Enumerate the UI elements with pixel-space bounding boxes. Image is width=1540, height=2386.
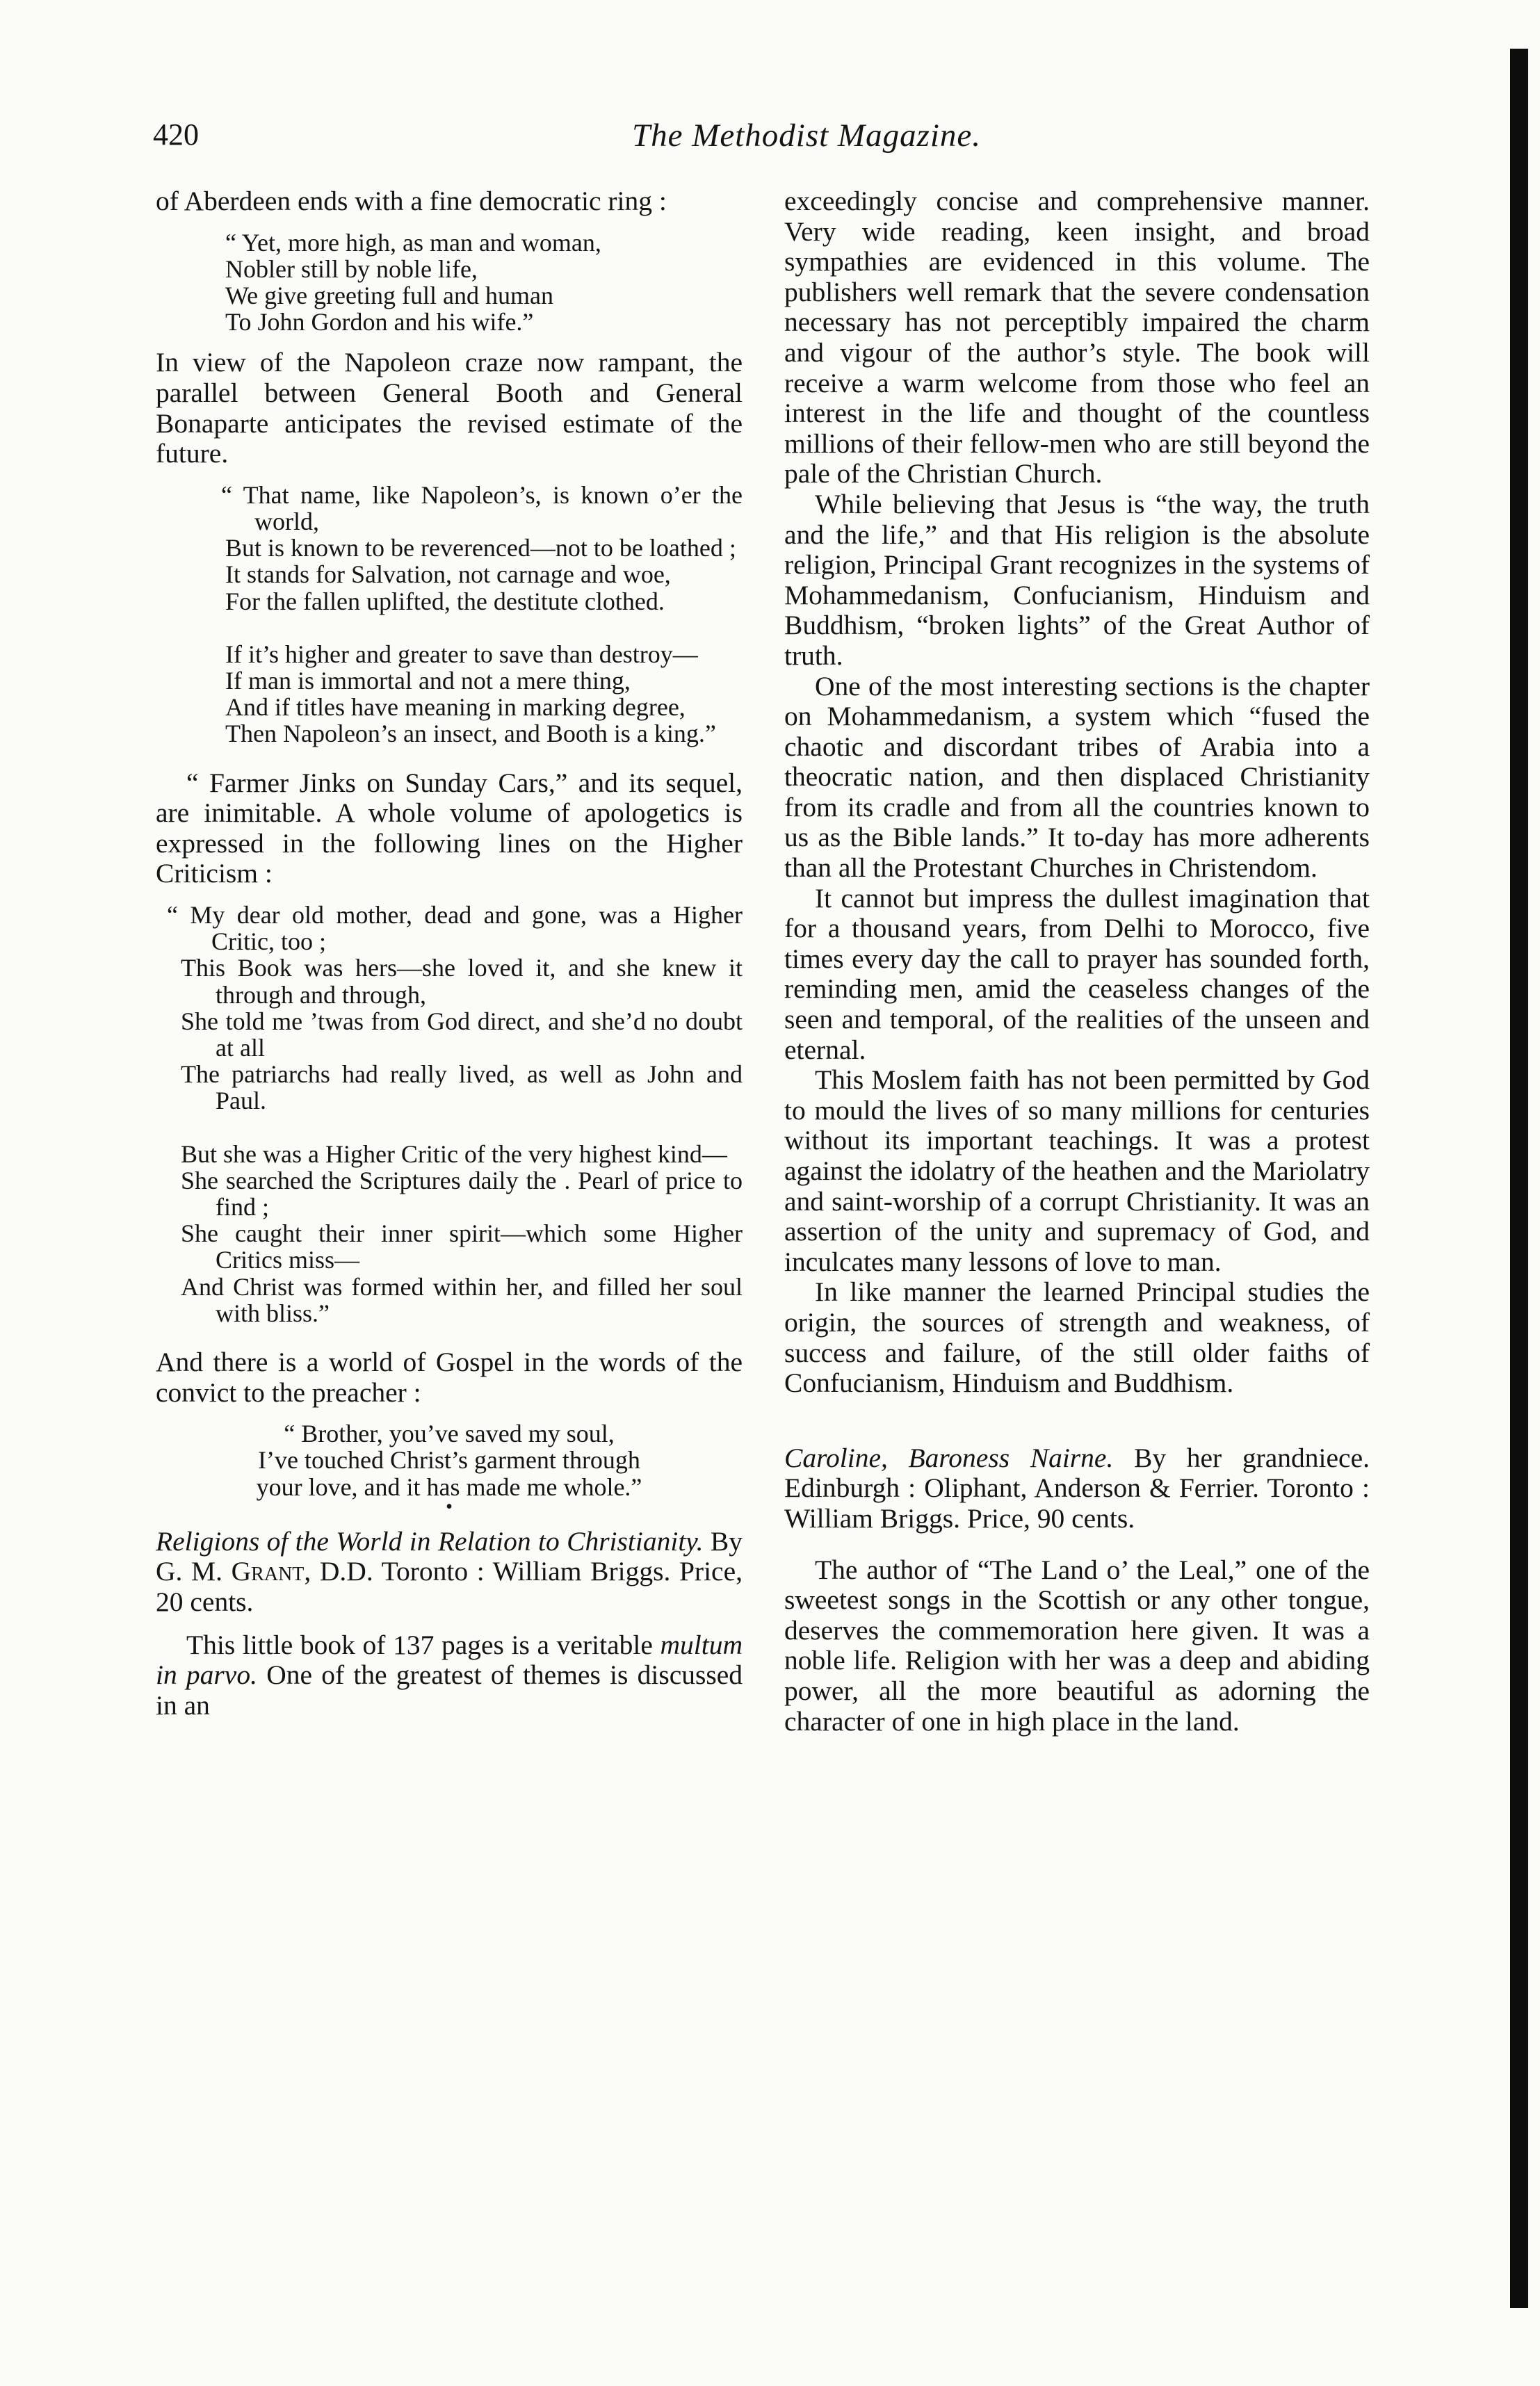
verse-higher-critic xyxy=(156,902,743,1326)
verse-line: If man is immortal and not a mere thing, xyxy=(225,667,631,695)
paragraph: In view of the Napoleon craze now rampant, the parallel between General Booth and General Bonaparte anticipates the revised estimate of the future. xyxy=(156,347,743,469)
section-divider: • xyxy=(446,1495,453,1518)
verse-line: Then Napoleon’s an insect, and Booth is a king.” xyxy=(225,720,716,748)
running-title: The Methodist Magazine. xyxy=(631,117,982,154)
verse-line: If it’s higher and greater to save than destroy— xyxy=(225,640,698,668)
page-edge-bar xyxy=(1510,49,1528,2308)
paragraph: of Aberdeen ends with a fine democratic ring : xyxy=(156,186,667,216)
book-author: G. M. Grant, D.D. xyxy=(156,1556,373,1587)
verse-line: She caught their inner spirit—which some Higher Critics miss— xyxy=(181,1219,743,1274)
paragraph: “ Farmer Jinks on Sunday Cars,” and its sequel, are inimitable. A whole volume of apologetics is expressed in the following lines on the Higher Criticism : xyxy=(156,767,743,889)
page-header xyxy=(153,117,1460,172)
verse-line: But she was a Higher Critic of the very highest kind— xyxy=(181,1139,727,1168)
verse-line: For the fallen uplifted, the destitute clothed. xyxy=(225,587,665,615)
paragraph: While believing that Jesus is “the way, the truth and the life,” and that His religion is the absolute religion, Principal Grant recognizes in the systems of Mohammedanism, Confucianism, Hinduism and Buddhism, “broken lights” of the Great Author of truth. xyxy=(784,488,1370,671)
verse-line: To John Gordon and his wife.” xyxy=(225,308,534,336)
book-notice-heading xyxy=(784,1443,1370,1534)
verse-line: Nobler still by noble life, xyxy=(225,254,478,283)
paragraph: exceedingly concise and comprehensive manner. Very wide reading, keen insight, and broad sympathies are evidenced in this volume. The publishers well remark that the severe condensation necessary has not perceptibly impaired the charm and vigour of the author’s style. The book will receive a warm welcome from those who feel an interest in the life and thought of the countless millions of their fellow-men who are still beyond the pale of the Christian Church. xyxy=(784,186,1370,489)
verse-line: “ That name, like Napoleon’s, is known o’er the world, xyxy=(221,480,743,535)
paragraph: This little book of 137 pages is a veritable multum in parvo. One of the greatest of themes is discussed in an xyxy=(156,1629,743,1721)
verse-line: She searched the Scriptures daily the . Pearl of price to find ; xyxy=(181,1166,743,1222)
verse-line: It stands for Salvation, not carnage and woe, xyxy=(225,560,671,589)
book-title: Caroline, Baroness Nairne. xyxy=(784,1442,1114,1473)
paragraph: In like manner the learned Principal studies the origin, the sources of strength and weakness, of success and failure, of the still older faiths of Confucianism, Hinduism and Buddhism. xyxy=(784,1276,1370,1399)
verse-line: And if titles have meaning in marking degree, xyxy=(225,693,686,722)
verse-napoleon xyxy=(156,482,743,747)
verse-line: This Book was hers—she loved it, and she knew it through and through, xyxy=(181,954,743,1009)
verse-line: “ Yet, more high, as man and woman, xyxy=(225,228,601,257)
paragraph: And there is a world of Gospel in the words of the convict to the preacher : xyxy=(156,1347,743,1408)
verse-line: The patriarchs had really lived, as well as John and Paul. xyxy=(181,1060,743,1115)
book-notice-heading: Religions of the World in Relation to Christianity. By G. M. Grant, D.D. Toronto : William Briggs. Price, 20 cents. xyxy=(156,1525,743,1618)
verse-line: But is known to be reverenced—not to be loathed ; xyxy=(225,534,736,562)
verse-line: I’ve touched Christ’s garment through xyxy=(258,1446,640,1475)
verse-line: “ Brother, you’ve saved my soul, xyxy=(284,1420,615,1448)
page-number: 420 xyxy=(153,117,199,152)
verse-aberdeen xyxy=(156,229,743,336)
left-column xyxy=(156,186,743,1721)
book-imprint: By her grandniece. Edinburgh : Oliphant, Anderson & Ferrier. Toronto : William Briggs. Price, 90 cents. xyxy=(784,1442,1370,1534)
verse-line: We give greeting full and human xyxy=(225,282,553,309)
verse-line: your love, and it has made me whole.” xyxy=(256,1472,642,1501)
verse-convict xyxy=(156,1420,743,1500)
verse-line: And Christ was formed within her, and filled her soul with bliss.” xyxy=(181,1272,743,1327)
book-title: Religions of the World in Relation to Christianity. xyxy=(156,1525,704,1557)
paragraph: It cannot but impress the dullest imagination that for a thousand years, from Delhi to Morocco, five times every day the call to prayer has sounded forth, reminding men, amid the ceaseless changes of the seen and temporal, of the realities of the unseen and eternal. xyxy=(784,882,1370,1065)
verse-line: She told me ’twas from God direct, and she’d no doubt at all xyxy=(181,1007,743,1062)
paragraph: One of the most interesting sections is the chapter on Mohammedanism, a system which “fused the chaotic and discordant tribes of Arabia into a theocratic nation, and then displaced Christianity from its cradle and from all the countries known to us as the Bible lands.” It to-day has more adherents than all the Protestant Churches in Christendom. xyxy=(784,670,1370,884)
paragraph: This Moslem faith has not been permitted by God to mould the lives of so many millions for centuries without its important teachings. It was a protest against the idolatry of the heathen and the Mariolatry and saint-worship of a corrupt Christianity. It was an assertion of the unity and supremacy of God, and inculcates many lessons of love to man. xyxy=(784,1064,1370,1277)
paragraph: The author of “The Land o’ the Leal,” one of the sweetest songs in the Scottish or any other tongue, deserves the commemoration here given. It was a noble life. Religion with her was a deep and abiding power, all the more beautiful as adorning the character of one in high place in the land. xyxy=(784,1554,1370,1737)
right-column xyxy=(784,186,1370,1737)
verse-line: “ My dear old mother, dead and gone, was a Higher Critic, too ; xyxy=(167,900,743,956)
book-imprint: Toronto : William Briggs. Price, 20 cents. xyxy=(156,1556,743,1618)
